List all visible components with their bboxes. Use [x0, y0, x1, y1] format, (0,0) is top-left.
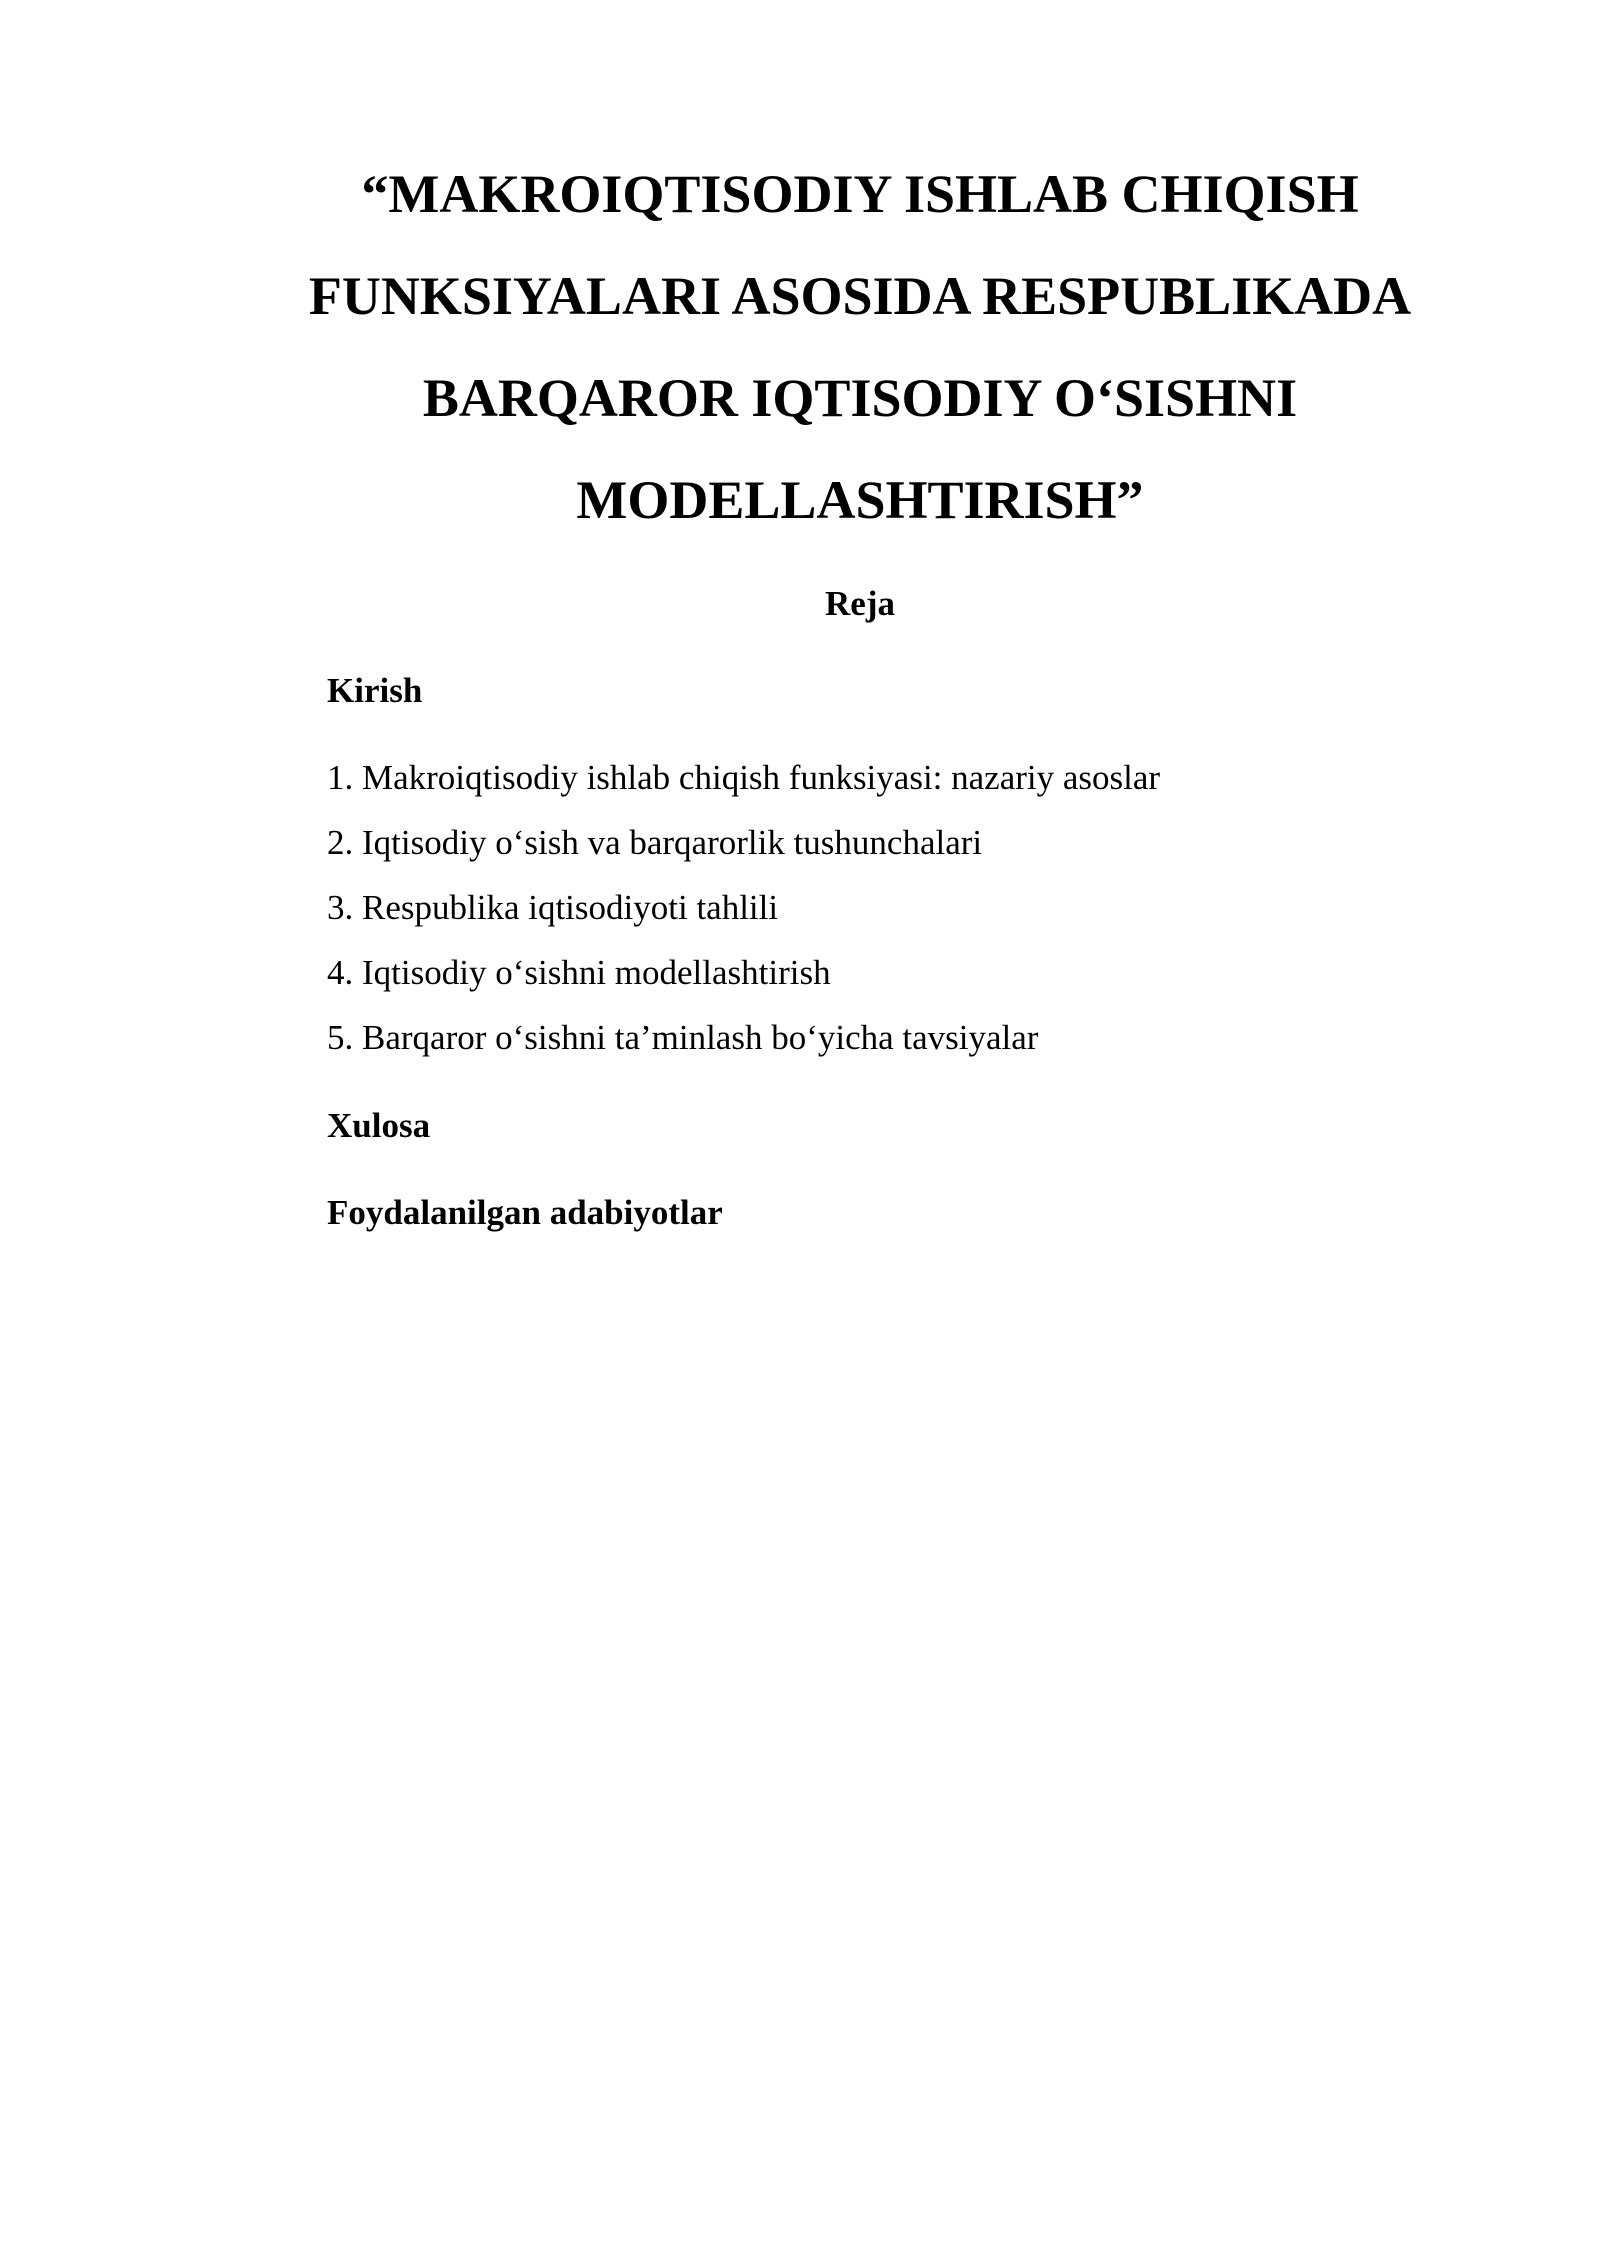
plan-list: [327, 756, 1160, 1081]
plan-item: 2. Iqtisodiy o‘sish va barqarorlik tushunchalari: [327, 823, 983, 862]
conclusion-heading: Xulosa: [327, 1106, 431, 1145]
plan-item: 1. Makroiqtisodiy ishlab chiqish funksiyasi: nazariy asoslar: [327, 758, 1161, 797]
plan-item: 5. Barqaror o‘sishni ta’minlash bo‘yicha tavsiyalar: [327, 1018, 1039, 1057]
plan-item: 4. Iqtisodiy o‘sishni modellashtirish: [327, 953, 831, 992]
plan-item: 3. Respublika iqtisodiyoti tahlili: [327, 888, 779, 927]
title-line: “MAKROIQTISODIY ISHLAB CHIQISH: [361, 164, 1359, 224]
title-line: MODELLASHTIRISH”: [576, 470, 1144, 530]
title-line: FUNKSIYALARI ASOSIDA RESPUBLIKADA: [308, 266, 1412, 326]
title-line: BARQAROR IQTISODIY O‘SISHNI: [422, 368, 1298, 428]
intro-heading: Kirish: [327, 671, 423, 710]
plan-heading: Reja: [825, 584, 895, 623]
references-heading: Foydalanilgan adabiyotlar: [327, 1193, 723, 1232]
document-title: [250, 143, 1470, 551]
